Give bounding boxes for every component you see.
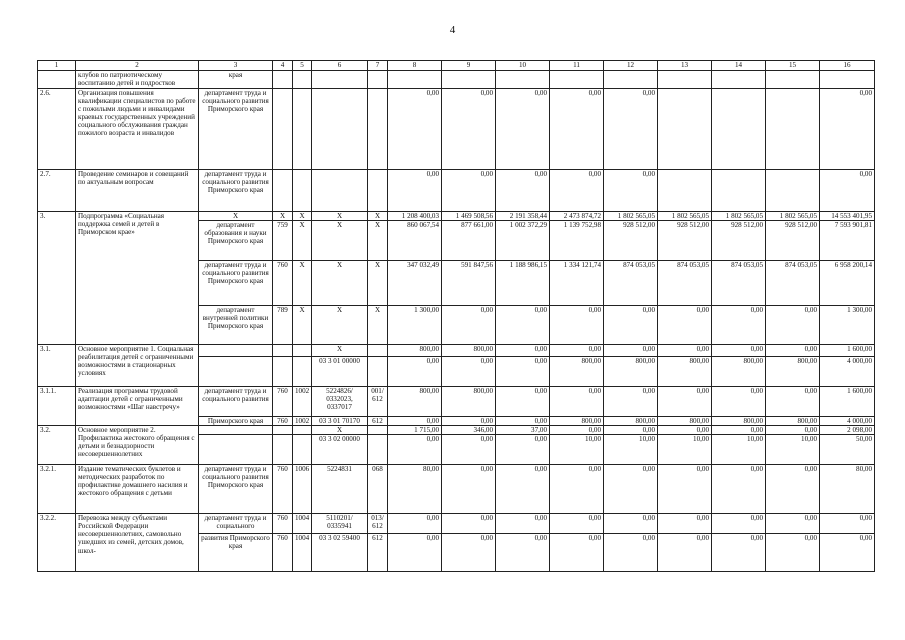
- amount-cell: 2 098,00: [820, 426, 875, 435]
- expense-type-cell: [368, 426, 388, 435]
- amount-cell: 0,00: [820, 170, 875, 212]
- amount-cell: 6 958 200,14: [820, 261, 875, 306]
- amount-cell: 0,00: [550, 387, 604, 417]
- amount-cell: 0,00: [604, 89, 658, 170]
- amount-cell: 0,00: [604, 345, 658, 357]
- amount-cell: 0,00: [604, 387, 658, 417]
- grbs-code-cell: 760: [273, 417, 293, 426]
- amount-cell: 0,00: [496, 534, 550, 572]
- amount-cell: [766, 89, 820, 170]
- expense-type-cell: [368, 345, 388, 357]
- grbs-code-cell: 760: [273, 534, 293, 572]
- table-row: [38, 426, 875, 435]
- amount-cell: 1 300,00: [388, 306, 442, 345]
- amount-cell: 0,00: [658, 465, 712, 514]
- target-article-cell: X: [312, 221, 368, 261]
- grbs-code-cell: [273, 89, 293, 170]
- amount-cell: 0,00: [658, 514, 712, 534]
- section-code-cell: 1002: [293, 417, 312, 426]
- grbs-code-cell: X: [273, 212, 293, 221]
- amount-cell: 4 000,00: [820, 417, 875, 426]
- amount-cell: 2 473 874,72: [550, 212, 604, 221]
- amount-cell: 1 300,00: [820, 306, 875, 345]
- column-header-14: 14: [712, 61, 766, 71]
- expense-type-cell: 612: [368, 534, 388, 572]
- amount-cell: [658, 89, 712, 170]
- amount-cell: 928 512,00: [712, 221, 766, 261]
- amount-cell: 1 208 400,03: [388, 212, 442, 221]
- amount-cell: 0,00: [442, 306, 496, 345]
- section-code-cell: [293, 426, 312, 435]
- amount-cell: 0,00: [766, 514, 820, 534]
- table-row: [38, 465, 875, 514]
- activity-name: Основное мероприятие 1. Социальная реабилитация детей с ограниченными возможностями в стационарных условиях: [76, 345, 199, 387]
- executor-cell: X: [199, 212, 273, 221]
- amount-cell: 14 553 401,95: [820, 212, 875, 221]
- amount-cell: 37,00: [496, 426, 550, 435]
- amount-cell: [766, 71, 820, 89]
- section-code-cell: [293, 435, 312, 465]
- amount-cell: 1 802 565,05: [604, 212, 658, 221]
- amount-cell: 800,00: [658, 417, 712, 426]
- grbs-code-cell: [273, 435, 293, 465]
- amount-cell: [712, 71, 766, 89]
- amount-cell: 80,00: [388, 465, 442, 514]
- amount-cell: 0,00: [442, 435, 496, 465]
- amount-cell: 0,00: [658, 534, 712, 572]
- column-header-7: 7: [368, 61, 388, 71]
- row-number: 3.: [38, 212, 76, 345]
- amount-cell: 10,00: [604, 435, 658, 465]
- amount-cell: 800,00: [550, 417, 604, 426]
- table-row: [38, 212, 875, 221]
- budget-table: [37, 60, 875, 572]
- target-article-cell: 5224831: [312, 465, 368, 514]
- amount-cell: [388, 71, 442, 89]
- amount-cell: 0,00: [604, 170, 658, 212]
- expense-type-cell: X: [368, 221, 388, 261]
- section-code-cell: 1004: [293, 534, 312, 572]
- grbs-code-cell: [273, 357, 293, 387]
- amount-cell: 0,00: [550, 514, 604, 534]
- target-article-cell: X: [312, 426, 368, 435]
- amount-cell: 0,00: [442, 89, 496, 170]
- amount-cell: 0,00: [604, 426, 658, 435]
- amount-cell: 800,00: [604, 417, 658, 426]
- amount-cell: 874 053,05: [604, 261, 658, 306]
- amount-cell: 0,00: [550, 426, 604, 435]
- executor-cell: [199, 345, 273, 357]
- grbs-code-cell: [273, 170, 293, 212]
- amount-cell: [550, 71, 604, 89]
- amount-cell: 0,00: [388, 89, 442, 170]
- row-number: 3.1.: [38, 345, 76, 387]
- amount-cell: 0,00: [604, 534, 658, 572]
- row-number: 2.6.: [38, 89, 76, 170]
- column-header-11: 11: [550, 61, 604, 71]
- section-code-cell: X: [293, 306, 312, 345]
- column-header-12: 12: [604, 61, 658, 71]
- amount-cell: 0,00: [496, 465, 550, 514]
- amount-cell: [658, 71, 712, 89]
- amount-cell: 591 847,56: [442, 261, 496, 306]
- amount-cell: 0,00: [442, 417, 496, 426]
- amount-cell: 0,00: [496, 306, 550, 345]
- amount-cell: 1 600,00: [820, 387, 875, 417]
- column-header-4: 4: [273, 61, 293, 71]
- target-article-cell: [312, 71, 368, 89]
- grbs-code-cell: [273, 345, 293, 357]
- amount-cell: 1 188 986,15: [496, 261, 550, 306]
- section-code-cell: [293, 345, 312, 357]
- amount-cell: 0,00: [766, 345, 820, 357]
- amount-cell: 0,00: [550, 170, 604, 212]
- amount-cell: 800,00: [442, 387, 496, 417]
- amount-cell: 0,00: [388, 170, 442, 212]
- section-code-cell: X: [293, 212, 312, 221]
- amount-cell: 0,00: [766, 426, 820, 435]
- activity-name: клубов по патриотическому воспитанию детей и подростков: [76, 71, 199, 89]
- amount-cell: 1 802 565,05: [658, 212, 712, 221]
- amount-cell: 0,00: [766, 306, 820, 345]
- amount-cell: 0,00: [442, 514, 496, 534]
- target-article-cell: 03 3 01 70170: [312, 417, 368, 426]
- amount-cell: 0,00: [766, 534, 820, 572]
- expense-type-cell: X: [368, 261, 388, 306]
- target-article-cell: 5224826/ 0332023, 0337017: [312, 387, 368, 417]
- amount-cell: 2 191 358,44: [496, 212, 550, 221]
- amount-cell: 1 600,00: [820, 345, 875, 357]
- amount-cell: 0,00: [496, 514, 550, 534]
- amount-cell: 0,00: [712, 387, 766, 417]
- target-article-cell: 03 3 02 00000: [312, 435, 368, 465]
- amount-cell: 1 139 752,98: [550, 221, 604, 261]
- executor-cell: департамент труда и социального развития Приморского края: [199, 170, 273, 212]
- row-number: 3.2.2.: [38, 514, 76, 572]
- amount-cell: [496, 71, 550, 89]
- table-row: [38, 170, 875, 212]
- column-header-2: 2: [76, 61, 199, 71]
- activity-name: Перевозка между субъектами Российской Федерации несовершеннолетних, самовольно ушедших из семей, детских домов, школ-: [76, 514, 199, 572]
- amount-cell: 0,00: [442, 357, 496, 387]
- amount-cell: 0,00: [658, 306, 712, 345]
- grbs-code-cell: 760: [273, 261, 293, 306]
- executor-cell: департамент труда и социального развития Приморского края: [199, 465, 273, 514]
- column-header-16: 16: [820, 61, 875, 71]
- expense-type-cell: [368, 89, 388, 170]
- expense-type-cell: 612: [368, 417, 388, 426]
- amount-cell: 0,00: [442, 170, 496, 212]
- amount-cell: 874 053,05: [766, 261, 820, 306]
- executor-cell: департамент труда и социального развития: [199, 387, 273, 417]
- amount-cell: 0,00: [388, 514, 442, 534]
- amount-cell: 0,00: [496, 417, 550, 426]
- amount-cell: 0,00: [712, 514, 766, 534]
- amount-cell: 0,00: [388, 534, 442, 572]
- column-header-9: 9: [442, 61, 496, 71]
- column-header-1: 1: [38, 61, 76, 71]
- amount-cell: [658, 170, 712, 212]
- amount-cell: 10,00: [658, 435, 712, 465]
- amount-cell: 0,00: [388, 435, 442, 465]
- grbs-code-cell: 759: [273, 221, 293, 261]
- section-code-cell: [293, 89, 312, 170]
- grbs-code-cell: 760: [273, 514, 293, 534]
- expense-type-cell: 013/ 612: [368, 514, 388, 534]
- amount-cell: 0,00: [442, 465, 496, 514]
- row-number: 2.7.: [38, 170, 76, 212]
- amount-cell: 0,00: [712, 306, 766, 345]
- amount-cell: 10,00: [550, 435, 604, 465]
- grbs-code-cell: [273, 71, 293, 89]
- column-header-5: 5: [293, 61, 312, 71]
- amount-cell: 7 593 901,81: [820, 221, 875, 261]
- executor-cell: края: [199, 71, 273, 89]
- amount-cell: 347 032,49: [388, 261, 442, 306]
- amount-cell: 800,00: [388, 387, 442, 417]
- amount-cell: 0,00: [604, 514, 658, 534]
- row-number: 3.2.1.: [38, 465, 76, 514]
- grbs-code-cell: 760: [273, 465, 293, 514]
- amount-cell: [766, 170, 820, 212]
- column-header-15: 15: [766, 61, 820, 71]
- target-article-cell: 03 3 02 59400: [312, 534, 368, 572]
- amount-cell: 0,00: [820, 514, 875, 534]
- target-article-cell: 5110201/ 0335941: [312, 514, 368, 534]
- executor-cell: департамент внутренней политики Приморского края: [199, 306, 273, 345]
- amount-cell: 50,00: [820, 435, 875, 465]
- amount-cell: 0,00: [388, 417, 442, 426]
- executor-cell: департамент труда и социального: [199, 514, 273, 534]
- amount-cell: 1 002 372,29: [496, 221, 550, 261]
- expense-type-cell: X: [368, 212, 388, 221]
- expense-type-cell: [368, 357, 388, 387]
- column-header-10: 10: [496, 61, 550, 71]
- amount-cell: 0,00: [712, 345, 766, 357]
- amount-cell: 4 000,00: [820, 357, 875, 387]
- amount-cell: 10,00: [712, 435, 766, 465]
- amount-cell: 874 053,05: [712, 261, 766, 306]
- amount-cell: [712, 89, 766, 170]
- amount-cell: [820, 71, 875, 89]
- activity-name: Организация повышения квалификации специалистов по работе с пожилыми людьми и инвалидами краевых государственных учреждений социального обслуживания граждан пожилого возраста и инвалидов: [76, 89, 199, 170]
- amount-cell: 346,00: [442, 426, 496, 435]
- table-row: [38, 387, 875, 417]
- section-code-cell: X: [293, 221, 312, 261]
- expense-type-cell: 001/ 612: [368, 387, 388, 417]
- amount-cell: 0,00: [658, 387, 712, 417]
- amount-cell: 1 802 565,05: [712, 212, 766, 221]
- amount-cell: 800,00: [766, 417, 820, 426]
- amount-cell: 0,00: [388, 357, 442, 387]
- amount-cell: 0,00: [604, 306, 658, 345]
- amount-cell: [712, 170, 766, 212]
- amount-cell: 860 067,54: [388, 221, 442, 261]
- amount-cell: 0,00: [550, 465, 604, 514]
- table-row: [38, 514, 875, 534]
- amount-cell: [604, 71, 658, 89]
- page-number: 4: [449, 24, 456, 36]
- expense-type-cell: X: [368, 306, 388, 345]
- amount-cell: 1 802 565,05: [766, 212, 820, 221]
- table-row: [38, 345, 875, 357]
- expense-type-cell: [368, 71, 388, 89]
- amount-cell: 0,00: [550, 345, 604, 357]
- amount-cell: 0,00: [496, 357, 550, 387]
- executor-cell: департамент образования и науки Приморского края: [199, 221, 273, 261]
- activity-name: Издание тематических буклетов и методических разработок по профилактике домашнего насилия и жестокого обращения с детьми: [76, 465, 199, 514]
- section-code-cell: X: [293, 261, 312, 306]
- amount-cell: 80,00: [820, 465, 875, 514]
- section-code-cell: [293, 357, 312, 387]
- table-header: [38, 61, 875, 71]
- amount-cell: 0,00: [712, 534, 766, 572]
- amount-cell: 0,00: [496, 89, 550, 170]
- amount-cell: 0,00: [550, 89, 604, 170]
- amount-cell: 800,00: [442, 345, 496, 357]
- executor-cell: [199, 357, 273, 387]
- amount-cell: 800,00: [604, 357, 658, 387]
- activity-name: Реализация программы трудовой адаптации детей с ограниченными возможностями «Шаг навстречу»: [76, 387, 199, 426]
- table-row: [38, 71, 875, 89]
- section-code-cell: 1006: [293, 465, 312, 514]
- amount-cell: 0,00: [712, 465, 766, 514]
- amount-cell: 874 053,05: [658, 261, 712, 306]
- expense-type-cell: [368, 435, 388, 465]
- amount-cell: 1 334 121,74: [550, 261, 604, 306]
- row-number: 3.1.1.: [38, 387, 76, 426]
- grbs-code-cell: 789: [273, 306, 293, 345]
- executor-cell: [199, 435, 273, 465]
- amount-cell: 0,00: [550, 306, 604, 345]
- grbs-code-cell: 760: [273, 387, 293, 417]
- amount-cell: 0,00: [820, 534, 875, 572]
- amount-cell: 0,00: [766, 465, 820, 514]
- amount-cell: 0,00: [658, 345, 712, 357]
- amount-cell: 877 661,00: [442, 221, 496, 261]
- column-header-13: 13: [658, 61, 712, 71]
- activity-name: Подпрограмма «Социальная поддержка семей и детей в Приморском крае»: [76, 212, 199, 345]
- header-row: [38, 61, 875, 71]
- target-article-cell: [312, 89, 368, 170]
- target-article-cell: X: [312, 212, 368, 221]
- executor-cell: департамент труда и социального развития Приморского края: [199, 261, 273, 306]
- table-row: [38, 89, 875, 170]
- amount-cell: 800,00: [388, 345, 442, 357]
- amount-cell: 10,00: [766, 435, 820, 465]
- executor-cell: [199, 426, 273, 435]
- amount-cell: 0,00: [496, 170, 550, 212]
- amount-cell: 0,00: [712, 426, 766, 435]
- section-code-cell: [293, 71, 312, 89]
- amount-cell: 0,00: [496, 387, 550, 417]
- section-code-cell: 1004: [293, 514, 312, 534]
- column-header-8: 8: [388, 61, 442, 71]
- target-article-cell: 03 3 01 00000: [312, 357, 368, 387]
- column-header-6: 6: [312, 61, 368, 71]
- amount-cell: 0,00: [820, 89, 875, 170]
- amount-cell: 800,00: [550, 357, 604, 387]
- amount-cell: 1 469 508,56: [442, 212, 496, 221]
- amount-cell: 0,00: [496, 345, 550, 357]
- section-code-cell: [293, 170, 312, 212]
- row-number: [38, 71, 76, 89]
- amount-cell: 0,00: [604, 465, 658, 514]
- executor-cell: департамент труда и социального развития Приморского края: [199, 89, 273, 170]
- executor-cell: развития Приморского края: [199, 534, 273, 572]
- column-header-3: 3: [199, 61, 273, 71]
- target-article-cell: [312, 170, 368, 212]
- activity-name: Основное мероприятие 2. Профилактика жестокого обращения с детьми и безнадзорности несовершеннолетних: [76, 426, 199, 465]
- amount-cell: 0,00: [496, 435, 550, 465]
- amount-cell: 800,00: [712, 417, 766, 426]
- amount-cell: 928 512,00: [658, 221, 712, 261]
- amount-cell: 0,00: [550, 534, 604, 572]
- expense-type-cell: [368, 170, 388, 212]
- amount-cell: 800,00: [766, 357, 820, 387]
- amount-cell: 1 715,00: [388, 426, 442, 435]
- amount-cell: [442, 71, 496, 89]
- target-article-cell: X: [312, 306, 368, 345]
- row-number: 3.2.: [38, 426, 76, 465]
- amount-cell: 928 512,00: [604, 221, 658, 261]
- section-code-cell: 1002: [293, 387, 312, 417]
- amount-cell: 800,00: [712, 357, 766, 387]
- executor-cell: Приморского края: [199, 417, 273, 426]
- grbs-code-cell: [273, 426, 293, 435]
- amount-cell: 0,00: [658, 426, 712, 435]
- activity-name: Проведение семинаров и совещаний по актуальным вопросам: [76, 170, 199, 212]
- amount-cell: 928 512,00: [766, 221, 820, 261]
- target-article-cell: X: [312, 345, 368, 357]
- amount-cell: 800,00: [658, 357, 712, 387]
- table-body: [38, 71, 875, 572]
- amount-cell: 0,00: [766, 387, 820, 417]
- amount-cell: 0,00: [442, 534, 496, 572]
- target-article-cell: X: [312, 261, 368, 306]
- expense-type-cell: 068: [368, 465, 388, 514]
